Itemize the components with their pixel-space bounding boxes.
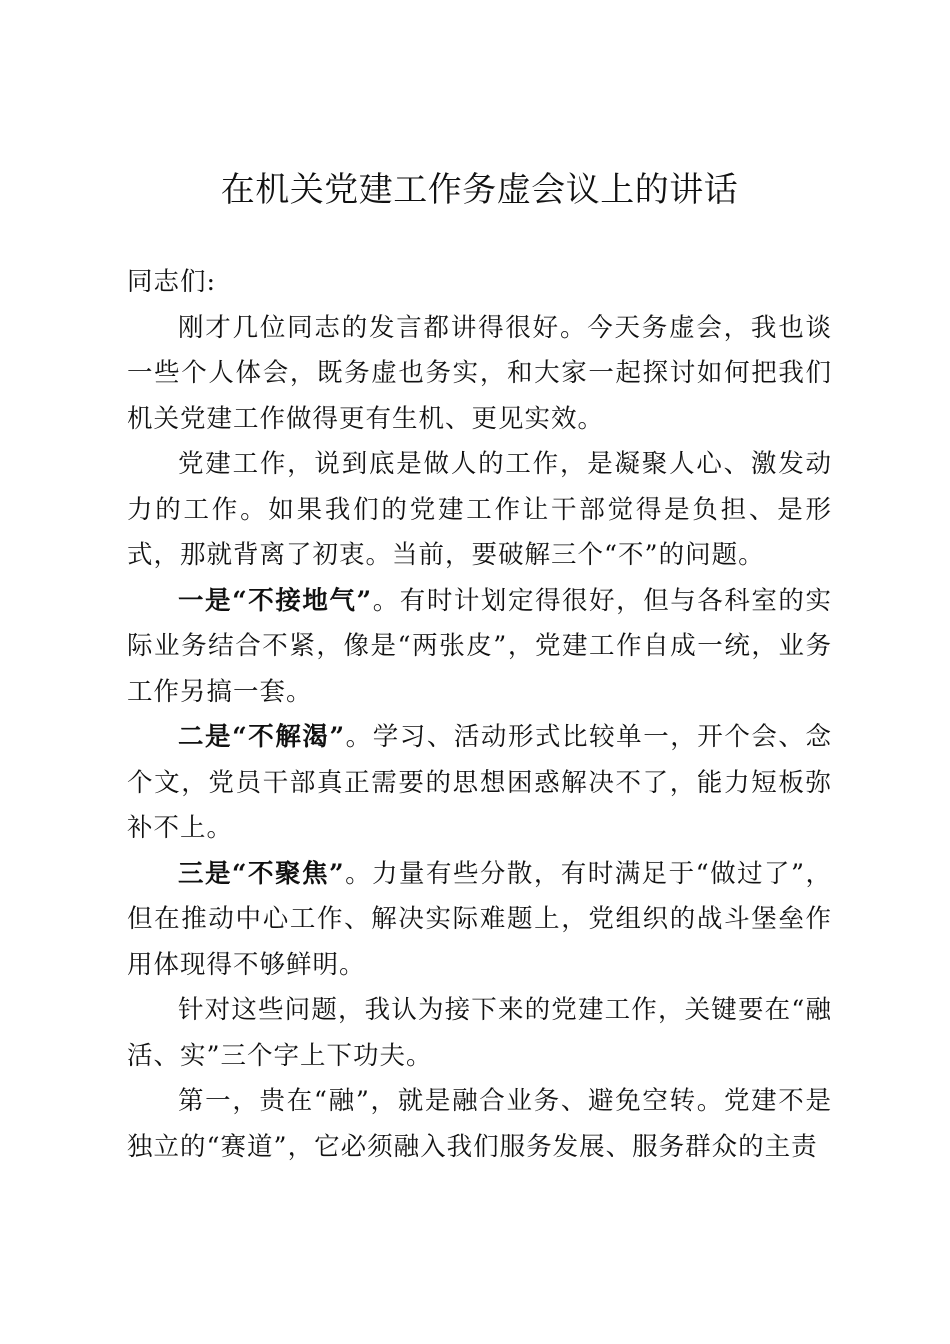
document-title: 在机关党建工作务虚会议上的讲话 xyxy=(220,170,739,210)
paragraph-solution-1 xyxy=(127,1079,832,1170)
paragraph-problem-3 xyxy=(127,852,832,989)
paragraph-text: 第一，贵在“融”，就是融合业务、避免空转。党建不是独立的“赛道”，它必须融入我们服务发展、服务群众的主责 xyxy=(127,1086,832,1162)
salutation: 同志们: xyxy=(127,267,217,297)
paragraph-text: 针对这些问题，我认为接下来的党建工作，关键要在“融活、实”三个字上下功夫。 xyxy=(127,995,832,1071)
paragraph-lead: 二是“不解渴” xyxy=(178,722,346,752)
paragraph-lead: 三是“不聚焦” xyxy=(178,858,345,889)
paragraph-problem-2 xyxy=(127,715,832,852)
paragraph-problem-1 xyxy=(127,579,832,716)
document-body xyxy=(127,260,832,1170)
paragraph-text: 。力量有些分散，有时满足于“做过了”，但在推动中心工作、解决实际难题上，党组织的战斗堡垒作用体现得不够鲜明。 xyxy=(127,858,832,980)
paragraph-text: 。学习、活动形式比较单一，开个会、念个文，党员干部真正需要的思想困惑解决不了，能力短板弥补不上。 xyxy=(127,722,832,843)
paragraph-solution-intro xyxy=(127,988,832,1079)
paragraph-text: 党建工作，说到底是做人的工作，是凝聚人心、激发动力的工作。如果我们的党建工作让干部觉得是负担、是形式，那就背离了初衷。当前，要破解三个“不”的问题。 xyxy=(127,449,832,570)
paragraph-opening xyxy=(127,306,832,443)
paragraph-text: 。有时计划定得很好，但与各科室的实际业务结合不紧，像是“两张皮”，党建工作自成一统，业务工作另搞一套。 xyxy=(127,585,832,707)
paragraph-text: 刚才几位同志的发言都讲得很好。今天务虚会，我也谈一些个人体会，既务虚也务实，和大家一起探讨如何把我们机关党建工作做得更有生机、更见实效。 xyxy=(127,312,832,434)
paragraph-lead: 一是“不接地气” xyxy=(178,585,373,616)
paragraph-problem-intro xyxy=(127,442,832,579)
